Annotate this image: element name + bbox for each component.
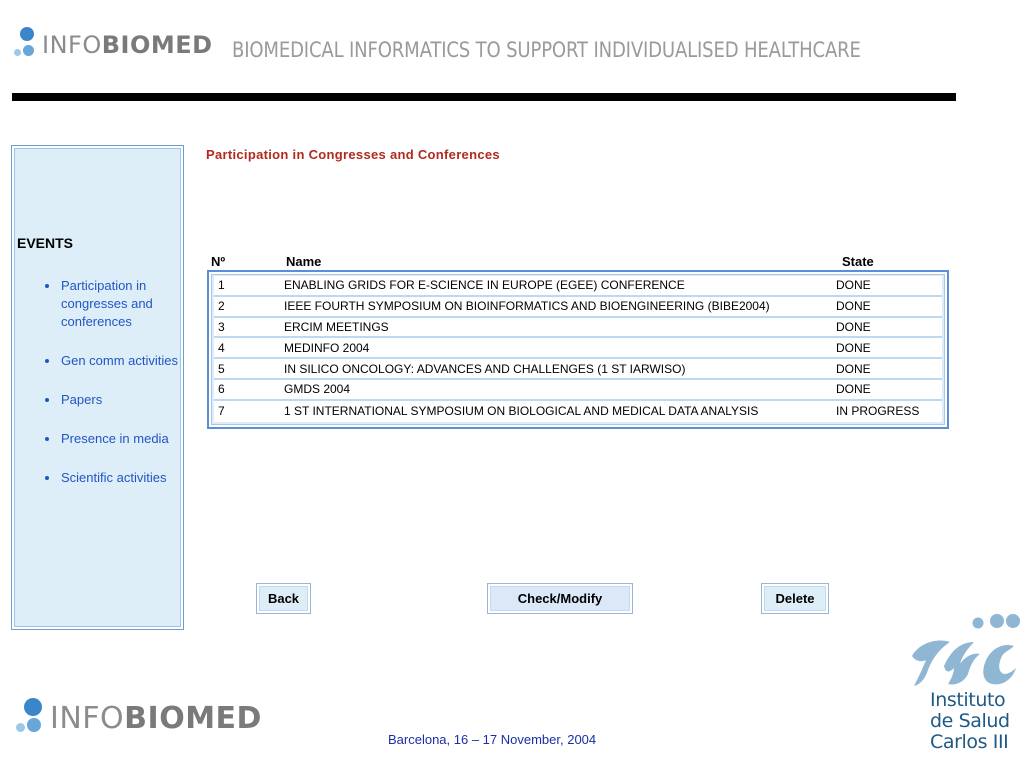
cell-state: DONE (836, 278, 871, 293)
cell-number: 4 (218, 340, 225, 355)
cell-number: 7 (218, 404, 225, 419)
table-row[interactable] (214, 401, 942, 422)
table-row[interactable] (214, 359, 942, 380)
cell-name: ENABLING GRIDS FOR E-SCIENCE IN EUROPE (EGEE) CONFERENCE (284, 278, 685, 293)
events-table-body (214, 276, 942, 422)
logo-wordmark: INFOBIOMED (42, 31, 213, 59)
cell-state: DONE (836, 361, 871, 376)
cell-name: 1 ST INTERNATIONAL SYMPOSIUM ON BIOLOGICAL AND MEDICAL DATA ANALYSIS (284, 404, 759, 419)
cell-state: DONE (836, 340, 871, 355)
cell-name: ERCIM MEETINGS (284, 319, 389, 334)
table-row[interactable] (214, 318, 942, 339)
table-row[interactable] (214, 276, 942, 297)
infobiomed-logo-icon (16, 696, 46, 740)
table-row[interactable] (214, 297, 942, 318)
sidebar-item-participation[interactable]: Participation in congresses and conferences (42, 277, 184, 331)
cell-state: IN PROGRESS (836, 404, 920, 419)
cell-name: IN SILICO ONCOLOGY: ADVANCES AND CHALLENGES (1 ST IARWISO) (284, 361, 686, 376)
sidebar-item-scientific-activities[interactable]: Scientific activities (42, 469, 184, 487)
cell-number: 5 (218, 361, 225, 376)
event-location-date: Barcelona, 16 – 17 November, 2004 (388, 732, 597, 747)
header-divider (12, 93, 956, 101)
page-title: Participation in Congresses and Conferences (206, 147, 500, 162)
cell-number: 1 (218, 278, 225, 293)
cell-number: 2 (218, 299, 225, 314)
events-table (207, 270, 949, 429)
sidebar-item-presence-in-media[interactable]: Presence in media (42, 430, 184, 448)
column-header-number: Nº (211, 254, 226, 269)
isciii-logo-icon (904, 612, 1020, 692)
cell-name: IEEE FOURTH SYMPOSIUM ON BIOINFORMATICS AND BIOENGINEERING (BIBE2004) (284, 299, 770, 314)
infobiomed-logo-icon (14, 27, 38, 63)
sidebar (11, 145, 184, 630)
sidebar-item-papers[interactable]: Papers (42, 391, 184, 409)
footer-logo-wordmark: INFOBIOMED (50, 700, 262, 736)
cell-name: GMDS 2004 (284, 382, 351, 397)
back-button[interactable]: Back (256, 583, 311, 614)
cell-state: DONE (836, 382, 871, 397)
footer-infobiomed-logo (16, 696, 262, 740)
institute-name: Instituto de Salud Carlos III (930, 689, 1010, 753)
table-row[interactable] (214, 338, 942, 359)
isciii-logo (900, 612, 1020, 764)
header-tagline: BIOMEDICAL INFORMATICS TO SUPPORT INDIVIDUALISED HEALTHCARE (232, 38, 861, 62)
sidebar-title: EVENTS (17, 235, 74, 251)
sidebar-nav (42, 277, 184, 508)
sidebar-item-gen-comm[interactable]: Gen comm activities (42, 352, 184, 370)
column-header-state: State (842, 254, 874, 269)
cell-number: 3 (218, 319, 225, 334)
cell-name: MEDINFO 2004 (284, 340, 370, 355)
table-row[interactable] (214, 380, 942, 401)
check-modify-button[interactable]: Check/Modify (487, 583, 633, 614)
delete-button[interactable]: Delete (761, 583, 829, 614)
cell-state: DONE (836, 319, 871, 334)
column-header-name: Name (286, 254, 322, 269)
cell-number: 6 (218, 382, 225, 397)
cell-state: DONE (836, 299, 871, 314)
infobiomed-logo (14, 20, 213, 70)
